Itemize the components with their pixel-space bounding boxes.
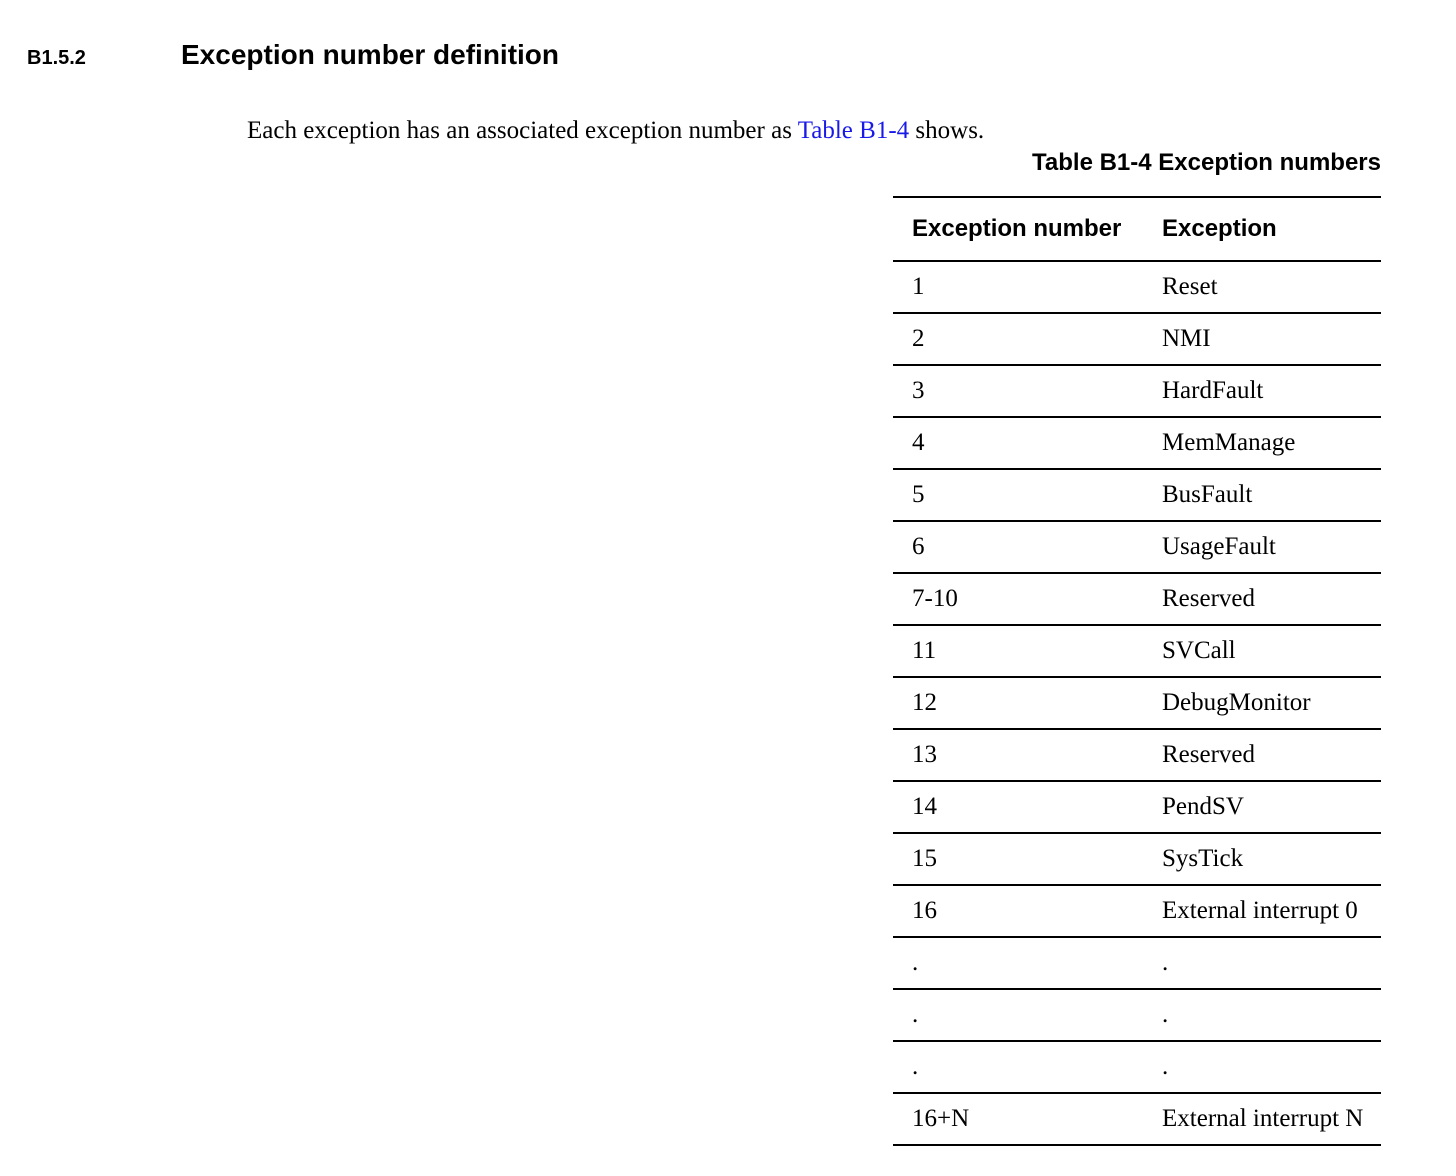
table-row [893, 989, 1381, 1041]
exception-cell: PendSV [1162, 793, 1244, 820]
table-row [893, 729, 1381, 781]
table-header-row [893, 197, 1381, 261]
exception-number-cell: . [912, 1053, 919, 1080]
exception-cell: Reserved [1162, 585, 1256, 612]
section-number: B1.5.2 [27, 47, 86, 69]
column-header-exception-number: Exception number [912, 215, 1122, 242]
table-row [893, 1093, 1381, 1145]
exception-cell: Reset [1162, 273, 1218, 300]
exception-number-cell: 1 [912, 273, 925, 300]
table-title: Table B1-4 Exception numbers [1032, 149, 1381, 176]
exception-number-cell: 13 [912, 741, 937, 768]
table-row [893, 417, 1381, 469]
table-row [893, 677, 1381, 729]
exception-cell: SVCall [1162, 637, 1236, 664]
table-body [893, 261, 1381, 1145]
table-row [893, 885, 1381, 937]
table-row [893, 469, 1381, 521]
table-row [893, 521, 1381, 573]
exception-cell: HardFault [1162, 377, 1264, 404]
table-row [893, 1041, 1381, 1093]
exception-number-cell: . [912, 1001, 919, 1028]
section-heading: Exception number definition [181, 39, 560, 70]
exception-number-cell: 15 [912, 845, 937, 872]
exception-number-cell: . [912, 949, 919, 976]
table-row [893, 365, 1381, 417]
table-row [893, 937, 1381, 989]
exception-number-cell: 14 [912, 793, 937, 820]
exception-number-cell: 3 [912, 377, 925, 404]
table-row [893, 625, 1381, 677]
exception-cell: External interrupt 0 [1162, 897, 1358, 924]
intro-text-before-link: Each exception has an associated exception number as [247, 117, 798, 144]
column-header-exception: Exception [1162, 215, 1277, 242]
intro-text-after-link: shows. [909, 117, 985, 144]
exception-numbers-table [893, 196, 1381, 1146]
exception-number-cell: 11 [912, 637, 937, 664]
exception-number-cell: 6 [912, 533, 925, 560]
exception-cell: NMI [1162, 325, 1211, 352]
exception-cell: Reserved [1162, 741, 1256, 768]
table-row [893, 781, 1381, 833]
exception-number-cell: 16 [912, 897, 937, 924]
exception-cell: SysTick [1162, 845, 1244, 872]
exception-cell: DebugMonitor [1162, 689, 1311, 716]
exception-cell: . [1162, 1001, 1169, 1028]
exception-number-cell: 5 [912, 481, 925, 508]
table-b1-4-link[interactable]: Table B1-4 [797, 117, 910, 144]
table-row [893, 573, 1381, 625]
exception-cell: . [1162, 949, 1169, 976]
exception-number-cell: 16+N [912, 1105, 970, 1132]
exception-cell: UsageFault [1162, 533, 1276, 560]
exception-number-cell: 2 [912, 325, 925, 352]
table-row [893, 261, 1381, 313]
intro-paragraph [247, 116, 984, 146]
exception-number-cell: 4 [912, 429, 925, 456]
exception-cell: External interrupt N [1162, 1105, 1364, 1132]
exception-cell: . [1162, 1053, 1169, 1080]
exception-cell: MemManage [1162, 429, 1296, 456]
table-row [893, 833, 1381, 885]
exception-cell: BusFault [1162, 481, 1253, 508]
exception-number-cell: 7-10 [912, 585, 958, 612]
exception-number-cell: 12 [912, 689, 937, 716]
table-row [893, 313, 1381, 365]
